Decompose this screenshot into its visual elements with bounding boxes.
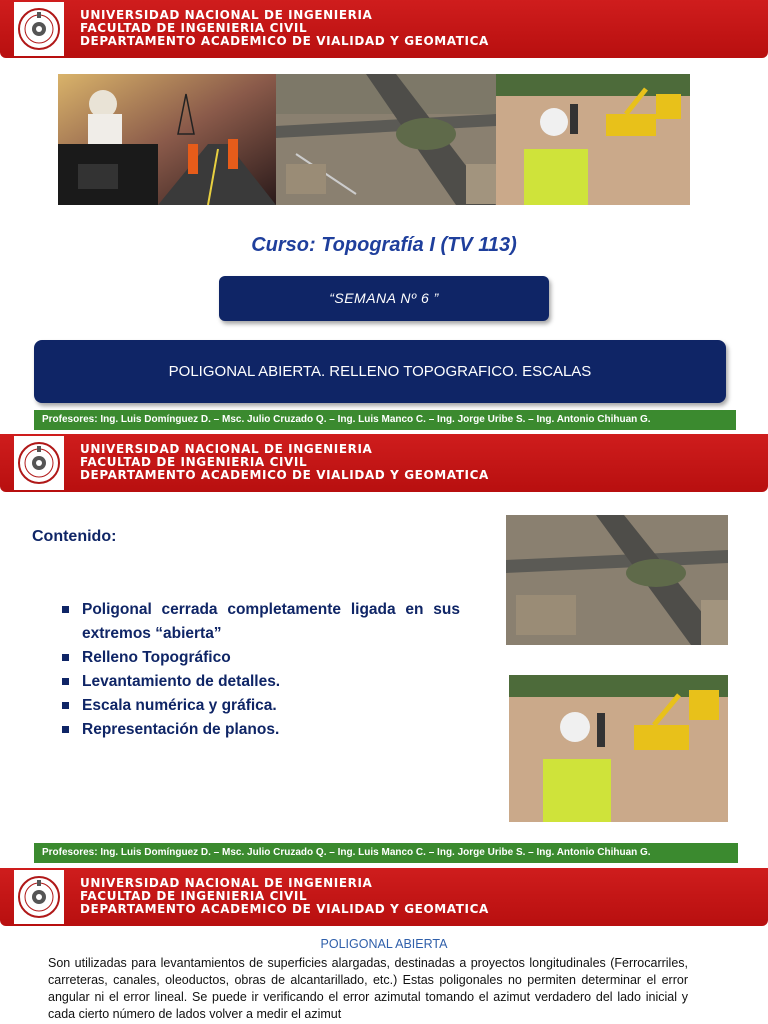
list-item: Levantamiento de detalles.	[62, 670, 460, 694]
section-title: POLIGONAL ABIERTA	[320, 937, 448, 951]
list-item: Poligonal cerrada completamente ligada en sus extremos “abierta”	[62, 598, 460, 646]
university-header	[0, 0, 768, 58]
contents-title: Contenido:	[32, 528, 117, 545]
header-university: UNIVERSIDAD NACIONAL DE INGENIERIA	[80, 442, 373, 456]
university-header	[0, 434, 768, 492]
bullet-square-icon	[62, 726, 69, 733]
professors-bar: Profesores: Ing. Luis Domínguez D. – Msc. Julio Cruzado Q. – Ing. Luis Manco C. – Ing. Jorge Uribe S. – Ing. Antonio Chihuan G.	[34, 843, 738, 863]
header-university: UNIVERSIDAD NACIONAL DE INGENIERIA	[80, 876, 373, 890]
header-faculty: FACULTAD DE INGENIERIA CIVIL	[80, 21, 308, 35]
list-item: Representación de planos.	[62, 718, 460, 742]
bullet-square-icon	[62, 654, 69, 661]
header-faculty: FACULTAD DE INGENIERIA CIVIL	[80, 889, 308, 903]
highway-aerial-photo	[506, 515, 728, 645]
list-item: Escala numérica y gráfica.	[62, 694, 460, 718]
list-item: Relleno Topográfico	[62, 646, 460, 670]
bullet-square-icon	[62, 606, 69, 613]
bullet-square-icon	[62, 678, 69, 685]
header-department: DEPARTAMENTO ACADEMICO DE VIALIDAD Y GEOMATICA	[80, 468, 489, 482]
university-logo	[14, 870, 64, 924]
seal-icon	[17, 440, 61, 486]
header-faculty: FACULTAD DE INGENIERIA CIVIL	[80, 455, 308, 469]
university-header	[0, 868, 768, 926]
seal-icon	[17, 6, 61, 52]
course-title: Curso: Topografía I (TV 113)	[251, 234, 517, 256]
professors-bar: Profesores: Ing. Luis Domínguez D. – Msc. Julio Cruzado Q. – Ing. Luis Manco C. – Ing. Jorge Uribe S. – Ing. Antonio Chihuan G.	[34, 410, 736, 430]
university-logo	[14, 2, 64, 56]
body-paragraph: Son utilizadas para levantamientos de superficies alargadas, destinadas a proyectos longitudinales (Ferrocarriles, carreteras, canales, oleoductos, obras de alcantarillado, etc.) Estas poligonales no permiten determinar el error angular ni el error lineal. Se puede ir verificando el error azimutal tomando el azimut verdadero del lado inicial y cada cierto número de lados volver a medir el azimut	[48, 956, 688, 1021]
week-banner: “SEMANA Nº 6 ”	[219, 276, 549, 321]
highway-aerial-photo	[276, 74, 496, 205]
header-university: UNIVERSIDAD NACIONAL DE INGENIERIA	[80, 8, 373, 22]
excavation-surveyor-photo	[509, 675, 728, 822]
excavation-surveyor-photo	[496, 74, 690, 205]
university-logo	[14, 436, 64, 490]
header-department: DEPARTAMENTO ACADEMICO DE VIALIDAD Y GEOMATICA	[80, 34, 489, 48]
seal-icon	[17, 874, 61, 920]
bullet-square-icon	[62, 702, 69, 709]
topic-banner: POLIGONAL ABIERTA. RELLENO TOPOGRAFICO. ESCALAS	[34, 340, 726, 403]
header-department: DEPARTAMENTO ACADEMICO DE VIALIDAD Y GEOMATICA	[80, 902, 489, 916]
contents-list	[62, 598, 460, 742]
surveyors-photo	[58, 74, 276, 205]
